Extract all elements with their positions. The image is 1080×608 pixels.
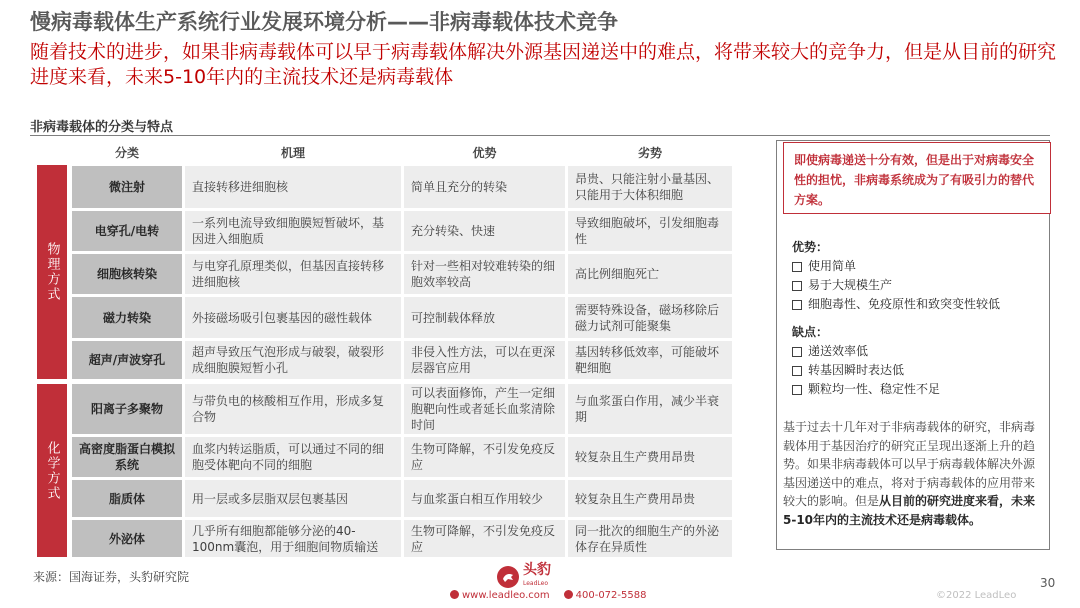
checkbox-icon [792, 262, 802, 272]
row-disadvantage: 较复杂且生产费用昂贵 [568, 480, 732, 517]
section-divider [30, 135, 1050, 136]
pros-title: 优势： [792, 240, 829, 254]
row-advantage: 可以表面修饰，产生一定细胞靶向性或者延长血浆清除时间 [404, 384, 565, 434]
row-mechanism: 直接转移进细胞核 [185, 166, 401, 208]
checkbox-icon [792, 347, 802, 357]
row-advantage: 非侵入性方法，可以在更深层器官应用 [404, 341, 565, 379]
header-category: 分类 [114, 146, 139, 160]
row-disadvantage: 同一批次的细胞生产的外泌体存在异质性 [568, 520, 732, 557]
website-text: www.leadleo.com [462, 590, 550, 601]
row-name: 超声/声波穿孔 [72, 341, 182, 379]
globe-icon [450, 590, 459, 599]
logo-cn: 头豹 [523, 562, 551, 578]
page-subtitle: 随着技术的进步，如果非病毒载体可以早于病毒载体解决外源基因递送中的难点，将带来较大的竞争力，但是从目前的研究进度来看，未来5-10年内的主流技术还是病毒载体 [30, 41, 1057, 88]
phone-icon [564, 590, 573, 599]
row-disadvantage: 需要特殊设备，磁场移除后磁力试剂可能聚集 [568, 297, 732, 338]
phone-link[interactable] [564, 590, 647, 601]
row-mechanism: 超声导致压气泡形成与破裂，破裂形成细胞膜短暂小孔 [185, 341, 401, 379]
cons-item-text: 颗粒均一性、稳定性不足 [808, 382, 941, 396]
category-physical: 物理方式 [37, 165, 67, 379]
callout-headline: 即使病毒递送十分有效，但是出于对病毒安全性的担忧，非病毒系统成为了有吸引力的替代方案。 [783, 142, 1051, 214]
row-name: 脂质体 [72, 480, 182, 517]
row-advantage: 充分转染、快速 [404, 211, 565, 251]
row-disadvantage: 导致细胞破坏，引发细胞毒性 [568, 211, 732, 251]
row-advantage: 可控制载体释放 [404, 297, 565, 338]
list-item [792, 276, 1042, 295]
row-mechanism: 几乎所有细胞都能够分泌的40-100nm囊泡，用于细胞间物质输送 [185, 520, 401, 557]
row-mechanism: 血浆内转运脂质，可以通过不同的细胞受体靶向不同的细胞 [185, 437, 401, 477]
brand-logo [497, 563, 551, 591]
leopard-icon [497, 566, 519, 588]
pros-item-text: 细胞毒性、免疫原性和致突变性较低 [808, 297, 1001, 311]
row-advantage: 生物可降解，不引发免疫反应 [404, 520, 565, 557]
checkbox-icon [792, 385, 802, 395]
pros-item-text: 易于大规模生产 [808, 278, 893, 292]
row-disadvantage: 较复杂且生产费用昂贵 [568, 437, 732, 477]
row-mechanism: 一系列电流导致细胞膜短暂破坏，基因进入细胞质 [185, 211, 401, 251]
list-item [792, 342, 1042, 361]
cons-item-text: 转基因瞬时表达低 [808, 363, 905, 377]
cons-list [792, 342, 1042, 399]
pros-list [792, 257, 1042, 314]
logo-text [523, 563, 551, 591]
row-advantage: 针对一些相对较难转染的细胞效率较高 [404, 254, 565, 294]
row-advantage: 与血浆蛋白相互作用较少 [404, 480, 565, 517]
list-item [792, 257, 1042, 276]
row-disadvantage: 与血浆蛋白作用，减少半衰期 [568, 384, 732, 434]
row-name: 微注射 [72, 166, 182, 208]
website-link[interactable] [450, 590, 550, 601]
source-note: 来源：国海证券，头豹研究院 [33, 570, 190, 584]
summary-conclusion: 从目前的研究进度来看，未来5-10年内的主流技术还是病毒载体。 [783, 494, 1036, 527]
header-mechanism: 机理 [280, 146, 305, 160]
footer-contact [450, 590, 646, 601]
section-title: 非病毒载体的分类与特点 [30, 120, 174, 135]
list-item [792, 295, 1042, 314]
row-name: 阳离子多聚物 [72, 384, 182, 434]
row-disadvantage: 基因转移低效率，可能破坏靶细胞 [568, 341, 732, 379]
row-mechanism: 与电穿孔原理类似，但基因直接转移进细胞核 [185, 254, 401, 294]
row-mechanism: 用一层或多层脂双层包裹基因 [185, 480, 401, 517]
checkbox-icon [792, 281, 802, 291]
summary-text: 基于过去十几年对于非病毒载体的研究，非病毒载体用于基因治疗的研究正呈现出逐渐上升的趋势。如果非病毒载体可以早于病毒载体解决外源基因递送中的难点，将对于病毒载体的应用带来较大的影响。但是 [783, 420, 1036, 508]
copyright: ©2022 LeadLeo [936, 590, 1017, 601]
row-disadvantage: 昂贵、只能注射小量基因、只能用于大体积细胞 [568, 166, 732, 208]
checkbox-icon [792, 366, 802, 376]
cons-title: 缺点： [792, 325, 829, 339]
row-name: 磁力转染 [72, 297, 182, 338]
row-name: 细胞核转染 [72, 254, 182, 294]
row-advantage: 简单且充分的转染 [404, 166, 565, 208]
list-item [792, 380, 1042, 399]
pros-item-text: 使用简单 [808, 259, 857, 273]
cons-item-text: 递送效率低 [808, 344, 869, 358]
page-number: 30 [1040, 576, 1056, 590]
row-mechanism: 外接磁场吸引包裹基因的磁性载体 [185, 297, 401, 338]
checkbox-icon [792, 300, 802, 310]
list-item [792, 361, 1042, 380]
logo-en: LeadLeo [523, 580, 549, 587]
row-disadvantage: 高比例细胞死亡 [568, 254, 732, 294]
header-disadvantage: 劣势 [637, 146, 662, 160]
row-name: 电穿孔/电转 [72, 211, 182, 251]
phone-text: 400-072-5588 [575, 590, 647, 601]
header-advantage: 优势 [472, 146, 497, 160]
row-mechanism: 与带负电的核酸相互作用，形成多复合物 [185, 384, 401, 434]
row-advantage: 生物可降解，不引发免疫反应 [404, 437, 565, 477]
category-chemical: 化学方式 [37, 384, 67, 557]
callout-summary [783, 418, 1045, 529]
row-name: 外泌体 [72, 520, 182, 557]
page-title: 慢病毒载体生产系统行业发展环境分析——非病毒载体技术竞争 [30, 10, 618, 34]
row-name: 高密度脂蛋白模拟系统 [72, 437, 182, 477]
